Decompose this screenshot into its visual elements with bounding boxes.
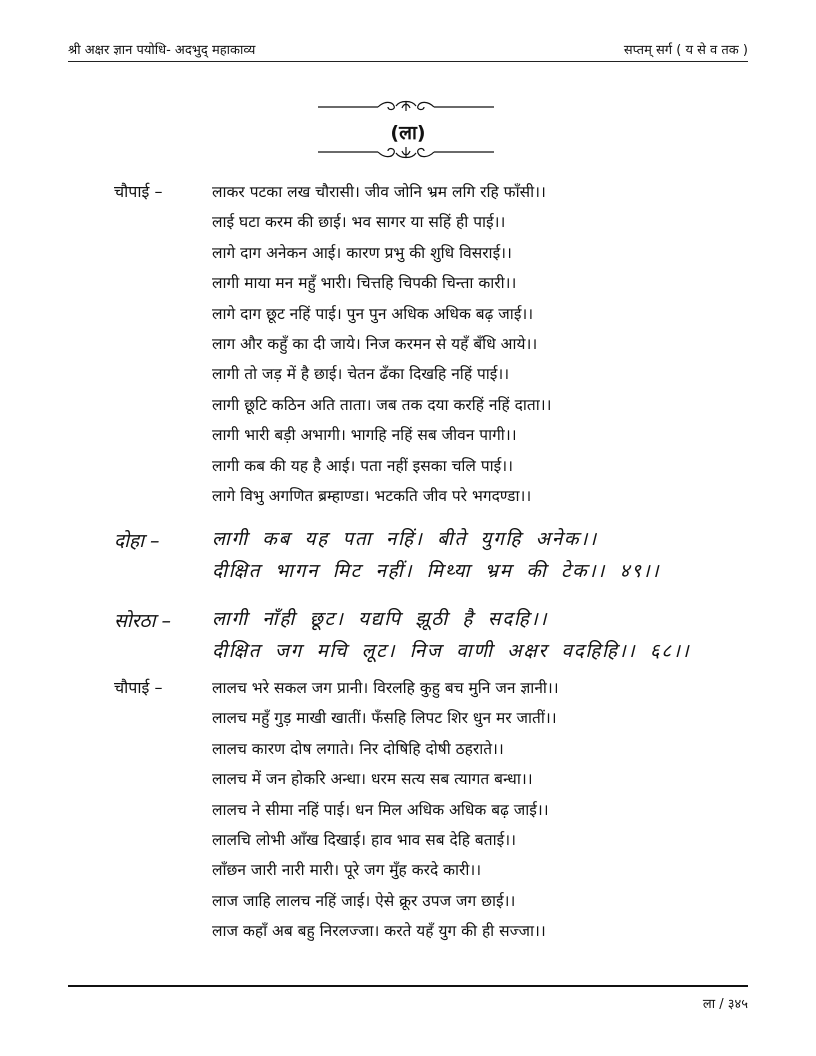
verse-line: लाग और कहुँ का दी जाये। निज करमन से यहँ बँधि आये।।: [212, 334, 538, 353]
verse-line: लागी कब की यह है आई। पता नहीं इसका चलि पाई।।: [212, 456, 514, 475]
verse-type-label: चौपाई –: [114, 182, 163, 201]
verse-type-label: दोहा –: [114, 530, 160, 552]
verse-line: लाँछन जारी नारी मारी। पूरे जग मुँह करदे कारी।।: [212, 861, 482, 880]
verse-line: लालचि लोभी आँख दिखाई। हाव भाव सब देहि बताई।।: [212, 830, 516, 849]
verse-type-label: चौपाई –: [114, 678, 163, 697]
verse-line: लागी भारी बड़ी अभागी। भागहि नहिं सब जीवन पागी।।: [212, 426, 517, 445]
ornament-divider-bottom: [318, 145, 494, 159]
verse-line: लालच कारण दोष लगाते। निर दोषिहि दोषी ठहराते।।: [212, 739, 504, 758]
chapter-title: सप्तम् सर्ग ( य से व तक ): [623, 43, 748, 58]
verse-line: लालच महुँ गुड़ माखी खातीं। फँसहि लिपट शिर धुन मर जातीं।।: [212, 709, 557, 728]
page-header: [68, 38, 748, 60]
verse-line: लालच में जन होकरि अन्धा। धरम सत्य सब त्यागत बन्धा।।: [212, 770, 533, 789]
verse-line: दीक्षित भागन मिट नहीं। मिथ्या भ्रम की टेक।। ४९।।: [212, 560, 661, 582]
verse-line: लाज जाहि लालच नहिं जाई। ऐसे क्रूर उपज जग छाई।।: [212, 891, 516, 910]
verse-line: लागी नाँही छूट। यद्यपि झूठी है सदहि।।: [212, 608, 549, 630]
verse-line: लालच भरे सकल जग प्रानी। विरलहि कुहु बच मुनि जन ज्ञानी।।: [212, 679, 559, 697]
verse-line: लाज कहाँ अब बहु निरलज्जा। करते यहँ युग की ही सज्जा।।: [212, 922, 546, 941]
verse-line: दीक्षित जग मचि लूट। निज वाणी अक्षर वदहिहि।। ६८।।: [212, 640, 691, 662]
verse-line: लागे दाग अनेकन आई। कारण प्रभु की शुधि विसराई।।: [212, 243, 512, 262]
verse-line: लागे विभु अगणित ब्रम्हाण्डा। भटकति जीव परे भगदण्डा।।: [212, 486, 532, 505]
page-number: ला / ३४५: [702, 997, 748, 1012]
verse-line: लागे दाग छूट नहिं पाई। पुन पुन अधिक अधिक बढ़ जाई।।: [212, 304, 534, 323]
verse-line: लाई घटा करम की छाई। भव सागर या सहिं ही पाई।।: [212, 213, 506, 232]
footer-divider: [68, 985, 748, 987]
book-title: श्री अक्षर ज्ञान पयोधि- अदभुद् महाकाव्य: [68, 43, 256, 58]
verse-type-label: सोरठा –: [114, 610, 172, 632]
verse-line: लागी माया मन महुँ भारी। चित्तहि चिपकी चिन्ता कारी।।: [212, 274, 517, 293]
verse-line: लागी कब यह पता नहिं। बीते युगहि अनेक।।: [212, 528, 598, 550]
section-title: (ला): [390, 122, 426, 144]
verse-line: लागी छूटि कठिन अति ताता। जब तक दया करहिं नहिं दाता।।: [212, 395, 552, 414]
ornament-divider-top: [318, 99, 494, 113]
verse-line: लागी तो जड़ में है छाई। चेतन ढँका दिखहि नहिं पाई।।: [212, 365, 510, 384]
header-divider: [68, 61, 748, 62]
verse-line: लालच ने सीमा नहिं पाई। धन मिल अधिक अधिक बढ़ जाई।।: [212, 800, 549, 819]
verse-line: लाकर पटका लख चौरासी। जीव जोनि भ्रम लगि रहि फाँसी।।: [212, 183, 546, 201]
